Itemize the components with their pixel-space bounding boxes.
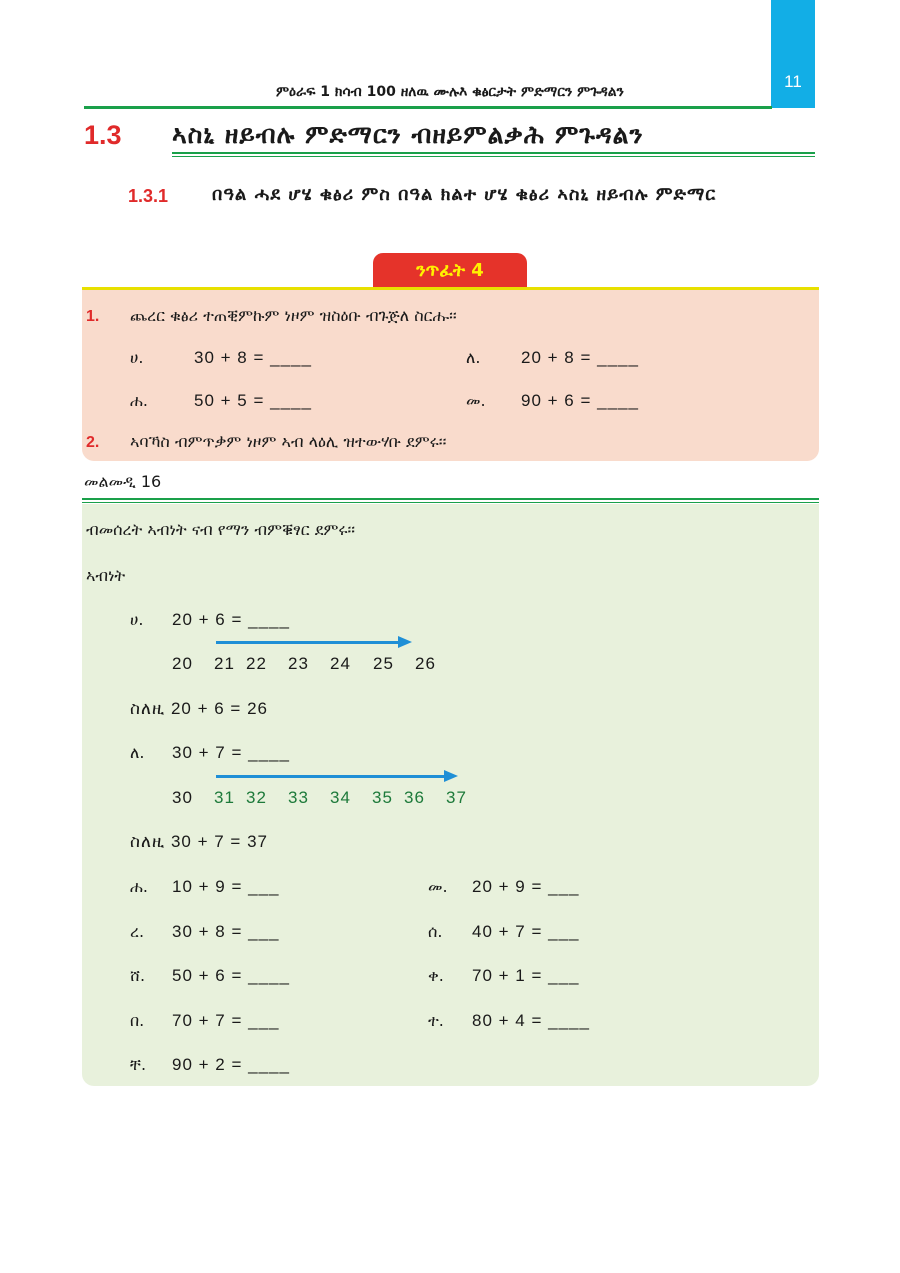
problem-letter: በ. bbox=[130, 1011, 145, 1030]
activity-rule bbox=[82, 287, 819, 290]
number-line-value: 32 bbox=[246, 788, 267, 807]
problem-expression: 40 + 7 = ___ bbox=[472, 922, 580, 941]
problem-expression: 30 + 8 = ___ bbox=[172, 922, 280, 941]
number-line-value: 33 bbox=[288, 788, 309, 807]
item-letter: ሐ. bbox=[130, 391, 148, 410]
exercise-rule-thin bbox=[82, 502, 819, 503]
section-title: ኣስኒ ዘይብሉ ምድማርን ብዘይምልቃሕ ምጉዳልን bbox=[172, 120, 644, 149]
exercise-label: መልመዲ 16 bbox=[84, 472, 162, 491]
problem-letter: ሰ. bbox=[428, 922, 443, 941]
item-expression: 50 + 5 = ____ bbox=[194, 391, 312, 410]
problem-letter: መ. bbox=[428, 877, 448, 896]
number-line-value: 25 bbox=[373, 654, 394, 673]
number-line-value: 37 bbox=[446, 788, 467, 807]
example-answer: ስለዚ 20 + 6 = 26 bbox=[130, 699, 268, 718]
problem-letter: ተ. bbox=[428, 1011, 444, 1030]
subsection-title: በዓል ሓደ ሆሄ ቁፅሪ ምስ በዓል ክልተ ሆሄ ቁፅሪ ኣስኒ ዘይብሉ ምድማር bbox=[212, 184, 717, 205]
problem-expression: 80 + 4 = ____ bbox=[472, 1011, 590, 1030]
problem-expression: 50 + 6 = ____ bbox=[172, 966, 290, 985]
header-rule bbox=[84, 106, 772, 109]
number-line-value: 21 bbox=[214, 654, 235, 673]
page-number: 11 bbox=[784, 72, 802, 91]
problem-expression: 70 + 7 = ___ bbox=[172, 1011, 280, 1030]
problem-letter: ሸ. bbox=[130, 966, 146, 985]
number-line-value: 35 bbox=[372, 788, 393, 807]
question-2-text: ኣባኻስ ብምጥቃም ነዞም ኣብ ላዕሊ ዝተውሃቡ ደምሩ፡፡ bbox=[130, 432, 447, 451]
problem-expression: 10 + 9 = ___ bbox=[172, 877, 280, 896]
problem-expression: 90 + 2 = ____ bbox=[172, 1055, 290, 1074]
number-line-value: 24 bbox=[330, 654, 351, 673]
exercise-instruction: ብመሰረት ኣብነት ናብ የማን ብምቑፃር ደምሩ፡፡ bbox=[86, 520, 356, 539]
number-line-value: 36 bbox=[404, 788, 425, 807]
arrow-head bbox=[398, 636, 412, 648]
section-rule-thin bbox=[172, 156, 815, 157]
question-1-number: 1. bbox=[86, 308, 100, 325]
problem-expression: 70 + 1 = ___ bbox=[472, 966, 580, 985]
item-expression: 90 + 6 = ____ bbox=[521, 391, 639, 410]
exercise-rule bbox=[82, 498, 819, 500]
arrow-head bbox=[444, 770, 458, 782]
problem-letter: ቀ. bbox=[428, 966, 444, 985]
example-letter: ለ. bbox=[130, 743, 145, 762]
example-expression: 30 + 7 = ____ bbox=[172, 743, 290, 762]
count-arrow bbox=[216, 641, 400, 644]
count-arrow bbox=[216, 775, 446, 778]
number-line-value: 31 bbox=[214, 788, 235, 807]
item-expression: 30 + 8 = ____ bbox=[194, 348, 312, 367]
number-line-value: 20 bbox=[172, 654, 193, 673]
running-header: ምዕራፍ 1 ክሳብ 100 ዘለዉ ሙሉእ ቁፅርታት ምድማርን ምጉዳልን bbox=[275, 84, 625, 100]
example-expression: 20 + 6 = ____ bbox=[172, 610, 290, 629]
activity-label: ንጥፈት 4 bbox=[373, 253, 527, 289]
number-line-value: 30 bbox=[172, 788, 193, 807]
subsection-number: 1.3.1 bbox=[128, 186, 169, 206]
section-rule bbox=[172, 152, 815, 154]
example-answer: ስለዚ 30 + 7 = 37 bbox=[130, 832, 268, 851]
number-line-value: 23 bbox=[288, 654, 309, 673]
problem-letter: ረ. bbox=[130, 922, 145, 941]
number-line-value: 34 bbox=[330, 788, 351, 807]
number-line-value: 22 bbox=[246, 654, 267, 673]
problem-letter: ቸ. bbox=[130, 1055, 147, 1074]
item-letter: መ. bbox=[466, 391, 486, 410]
question-2-number: 2. bbox=[86, 434, 100, 451]
number-line-value: 26 bbox=[415, 654, 436, 673]
question-1-text: ጨረር ቁፅሪ ተጠቒምኩም ነዞም ዝስዕቡ ብጉጅለ ስርሑ፡፡ bbox=[130, 306, 457, 325]
section-number: 1.3 bbox=[84, 120, 122, 150]
problem-expression: 20 + 9 = ___ bbox=[472, 877, 580, 896]
item-expression: 20 + 8 = ____ bbox=[521, 348, 639, 367]
item-letter: ለ. bbox=[466, 348, 481, 367]
example-label: ኣብነት bbox=[86, 566, 126, 585]
problem-letter: ሐ. bbox=[130, 877, 148, 896]
example-letter: ሀ. bbox=[130, 610, 144, 629]
item-letter: ሀ. bbox=[130, 348, 144, 367]
